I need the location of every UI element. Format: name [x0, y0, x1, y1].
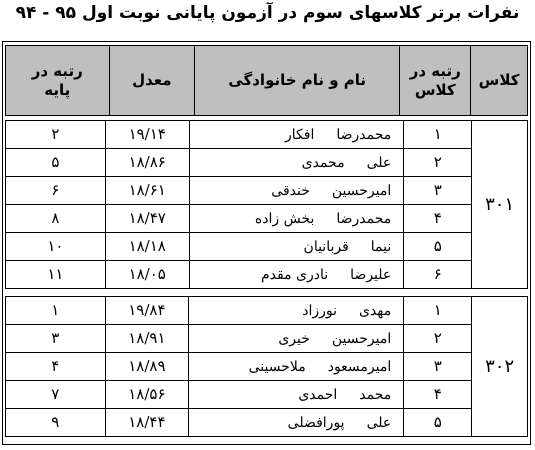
- average-cell: ۱۸/۸۹: [105, 353, 189, 381]
- student-name-cell: [189, 261, 404, 289]
- student-name-cell: [189, 233, 404, 261]
- student-name-cell: [189, 297, 404, 325]
- header-grade-rank: [6, 46, 110, 116]
- grade-rank-cell: ۹: [6, 409, 106, 437]
- student-name-cell: [189, 353, 404, 381]
- class-group-302: [5, 296, 528, 437]
- grade-rank-cell: ۶: [6, 177, 106, 205]
- student-name-cell: [189, 177, 404, 205]
- first-name: محمدرضا: [336, 126, 392, 143]
- header-class: کلاس: [471, 46, 528, 116]
- first-name: امیرحسین: [331, 182, 392, 199]
- class-cell: ۳۰۱: [472, 121, 528, 289]
- student-name-cell: [189, 381, 404, 409]
- class-rank-cell: ۴: [404, 381, 472, 409]
- first-name: علی: [366, 154, 392, 171]
- class-group-301: [5, 120, 528, 289]
- average-cell: ۱۹/۸۴: [105, 297, 189, 325]
- last-name: احمدی: [298, 386, 338, 403]
- table-row: [6, 177, 528, 205]
- last-name: محمدی: [301, 154, 345, 171]
- table-row: [6, 261, 528, 289]
- grade-rank-cell: ۴: [6, 353, 106, 381]
- table-row: [6, 325, 528, 353]
- class-rank-cell: ۳: [404, 353, 472, 381]
- grade-rank-cell: ۱: [6, 297, 106, 325]
- average-cell: ۱۸/۰۵: [105, 261, 189, 289]
- grade-rank-cell: ۵: [6, 149, 106, 177]
- table-header-row: [6, 46, 528, 116]
- class-cell: ۳۰۲: [472, 297, 528, 437]
- last-name: پورافضلی: [287, 414, 345, 431]
- header-average: معدل: [109, 46, 195, 116]
- table-row: [6, 409, 528, 437]
- header-grade-rank-label: رتبه در پایه: [31, 61, 83, 99]
- first-name: محمد: [359, 386, 392, 403]
- average-cell: ۱۸/۴۷: [105, 205, 189, 233]
- student-name-cell: [189, 149, 404, 177]
- average-cell: ۱۹/۱۴: [105, 121, 189, 149]
- last-name: ملاحسینی: [248, 358, 306, 375]
- class-rank-cell: ۲: [404, 149, 472, 177]
- header-table: [5, 45, 528, 116]
- table-row: [6, 297, 528, 325]
- last-name: بخش زاده: [254, 210, 315, 227]
- header-name: نام و نام خانوادگی: [195, 46, 400, 116]
- class-rank-cell: ۵: [404, 233, 472, 261]
- average-cell: ۱۸/۵۶: [105, 381, 189, 409]
- table-row: [6, 353, 528, 381]
- last-name: افکار: [285, 126, 315, 143]
- class-rank-cell: ۴: [404, 205, 472, 233]
- last-name: قربانیان: [303, 238, 349, 255]
- table-row: [6, 205, 528, 233]
- table-row: [6, 121, 528, 149]
- class-rank-cell: ۵: [404, 409, 472, 437]
- class-rank-cell: ۱: [404, 297, 472, 325]
- last-name: خندقی: [271, 182, 310, 199]
- grade-rank-cell: ۲: [6, 121, 106, 149]
- last-name: نورزاد: [302, 302, 337, 319]
- grade-rank-cell: ۷: [6, 381, 106, 409]
- class-rank-cell: ۱: [404, 121, 472, 149]
- last-name: نادری مقدم: [261, 266, 329, 283]
- average-cell: ۱۸/۸۶: [105, 149, 189, 177]
- header-class-rank-label: رتبه در کلاس: [409, 61, 461, 99]
- average-cell: ۱۸/۱۸: [105, 233, 189, 261]
- first-name: نیما: [370, 238, 392, 255]
- class-rank-cell: ۲: [404, 325, 472, 353]
- table-row: [6, 381, 528, 409]
- grade-rank-cell: ۳: [6, 325, 106, 353]
- average-cell: ۱۸/۴۴: [105, 409, 189, 437]
- first-name: مهدی: [358, 302, 392, 319]
- grade-rank-cell: ۸: [6, 205, 106, 233]
- first-name: علی: [366, 414, 392, 431]
- grade-rank-cell: ۱۱: [6, 261, 106, 289]
- class-rank-cell: ۳: [404, 177, 472, 205]
- table-row: [6, 233, 528, 261]
- grade-rank-cell: ۱۰: [6, 233, 106, 261]
- table-row: [6, 149, 528, 177]
- header-class-rank: [400, 46, 471, 116]
- first-name: امیرحسین: [331, 330, 392, 347]
- first-name: امیرمسعود: [327, 358, 392, 375]
- student-name-cell: [189, 205, 404, 233]
- first-name: محمدرضا: [336, 210, 392, 227]
- student-name-cell: [189, 325, 404, 353]
- class-rank-cell: ۶: [404, 261, 472, 289]
- average-cell: ۱۸/۶۱: [105, 177, 189, 205]
- student-name-cell: [189, 409, 404, 437]
- average-cell: ۱۸/۹۱: [105, 325, 189, 353]
- first-name: علیرضا: [350, 266, 392, 283]
- student-name-cell: [189, 121, 404, 149]
- page-title: نفرات برتر کلاسهای سوم در آزمون پایانی نوبت اول ۹۵ - ۹۴: [15, 3, 520, 23]
- last-name: خیری: [278, 330, 310, 347]
